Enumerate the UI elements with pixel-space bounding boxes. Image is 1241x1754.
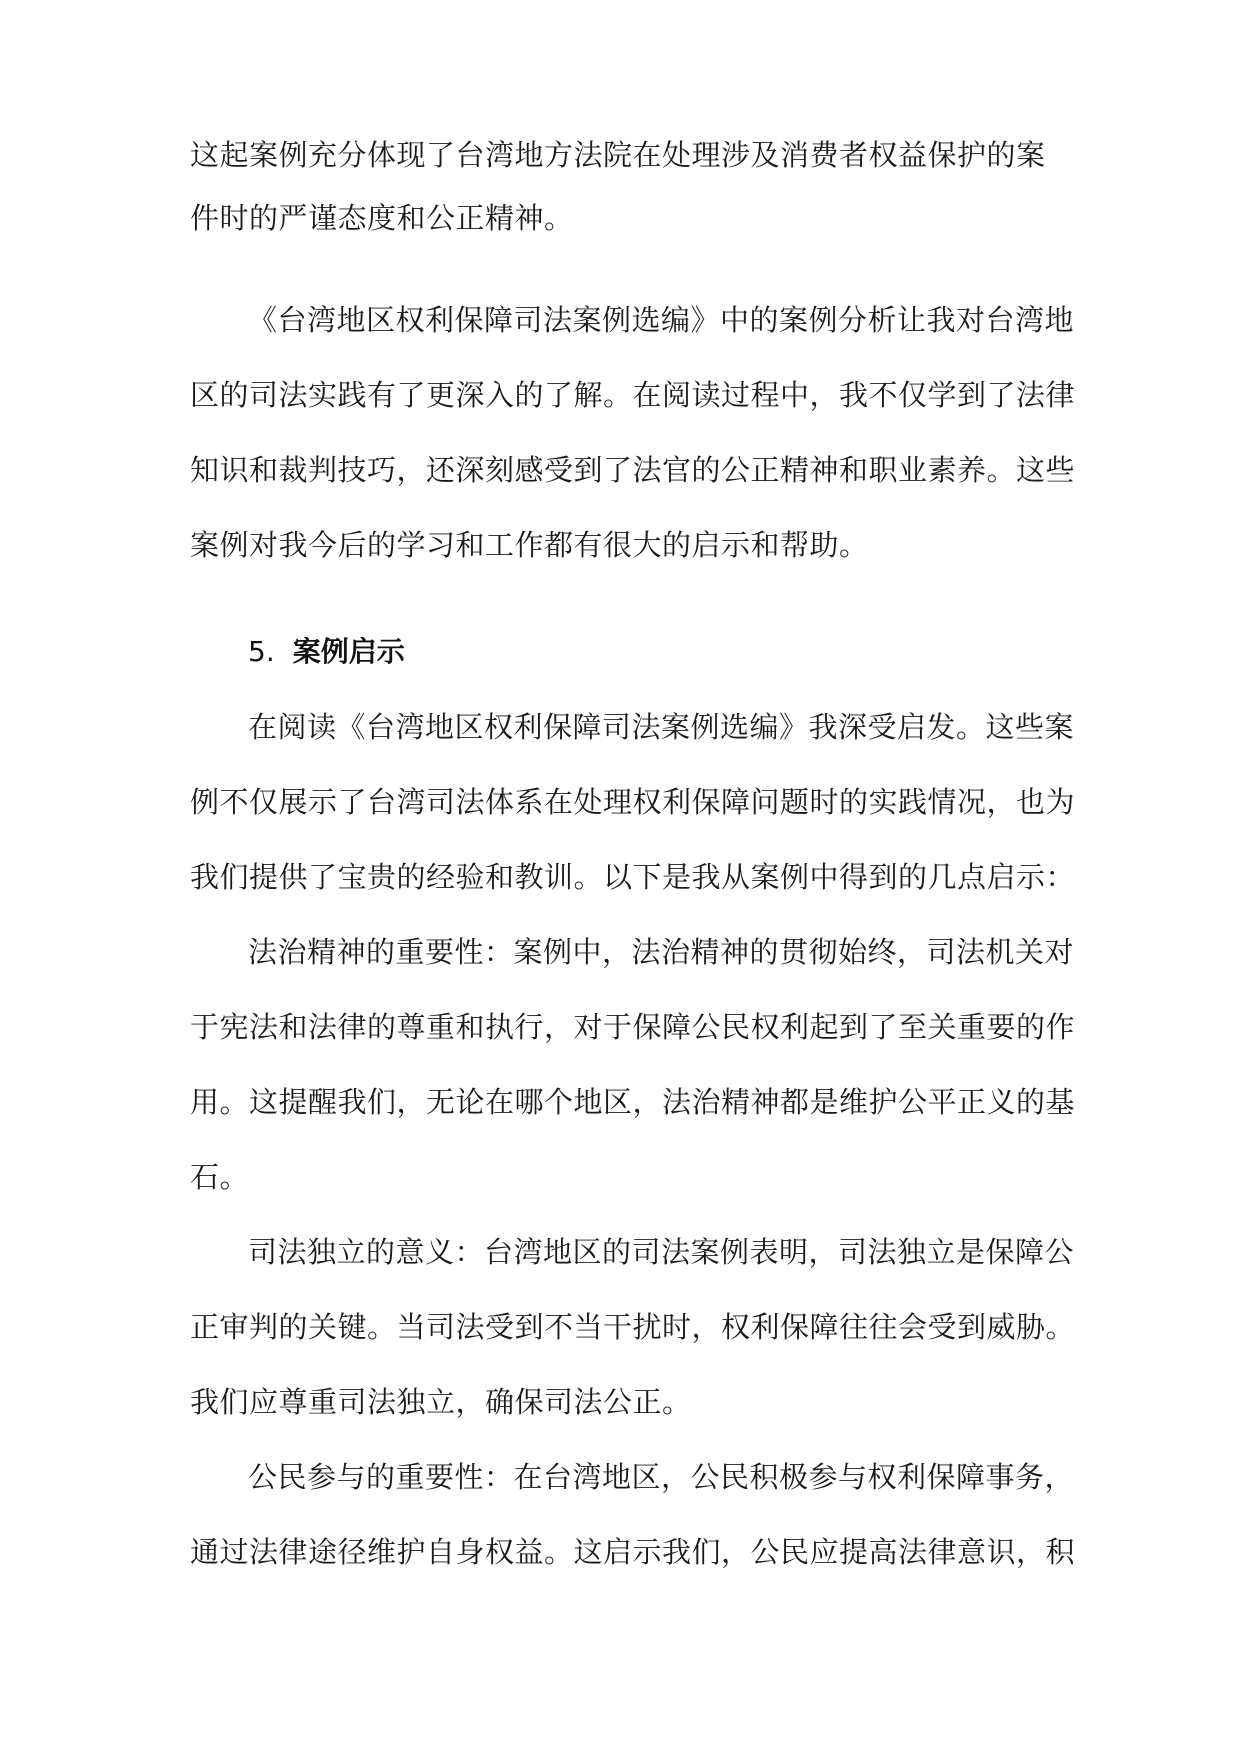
paragraph-line: 区的司法实践有了更深入的了解。在阅读过程中，我不仅学到了法律 xyxy=(190,378,1076,412)
paragraph-line: 石。 xyxy=(190,1160,250,1194)
paragraph-line: 件时的严谨态度和公正精神。 xyxy=(190,201,574,235)
paragraph-line: 正审判的关键。当司法受到不当干扰时，权利保障往往会受到威胁。 xyxy=(190,1310,1076,1344)
paragraph-line: 知识和裁判技巧，还深刻感受到了法官的公正精神和职业素养。这些 xyxy=(190,453,1076,487)
paragraph-line: 我们应尊重司法独立，确保司法公正。 xyxy=(190,1385,692,1419)
paragraph-line: 《台湾地区权利保障司法案例选编》中的案例分析让我对台湾地 xyxy=(248,303,1075,337)
section-number: 5. xyxy=(248,635,275,668)
paragraph-line: 在阅读《台湾地区权利保障司法案例选编》我深受启发。这些案 xyxy=(248,710,1075,744)
section-title: 案例启示 xyxy=(292,635,405,668)
paragraph-line: 司法独立的意义：台湾地区的司法案例表明，司法独立是保障公 xyxy=(248,1235,1075,1269)
paragraph-line: 例不仅展示了台湾司法体系在处理权利保障问题时的实践情况，也为 xyxy=(190,785,1076,819)
section-heading xyxy=(248,632,405,672)
paragraph-line: 我们提供了宝贵的经验和教训。以下是我从案例中得到的几点启示： xyxy=(190,860,1076,894)
paragraph-line: 用。这提醒我们，无论在哪个地区，法治精神都是维护公平正义的基 xyxy=(190,1085,1076,1119)
paragraph-line: 法治精神的重要性：案例中，法治精神的贯彻始终，司法机关对 xyxy=(248,935,1075,969)
paragraph-line: 于宪法和法律的尊重和执行，对于保障公民权利起到了至关重要的作 xyxy=(190,1010,1076,1044)
paragraph-line: 公民参与的重要性：在台湾地区，公民积极参与权利保障事务， xyxy=(248,1460,1075,1494)
paragraph-line: 案例对我今后的学习和工作都有很大的启示和帮助。 xyxy=(190,528,869,562)
paragraph-line: 通过法律途径维护自身权益。这启示我们，公民应提高法律意识，积 xyxy=(190,1535,1076,1569)
paragraph-line: 这起案例充分体现了台湾地方法院在处理涉及消费者权益保护的案 xyxy=(190,138,1046,172)
